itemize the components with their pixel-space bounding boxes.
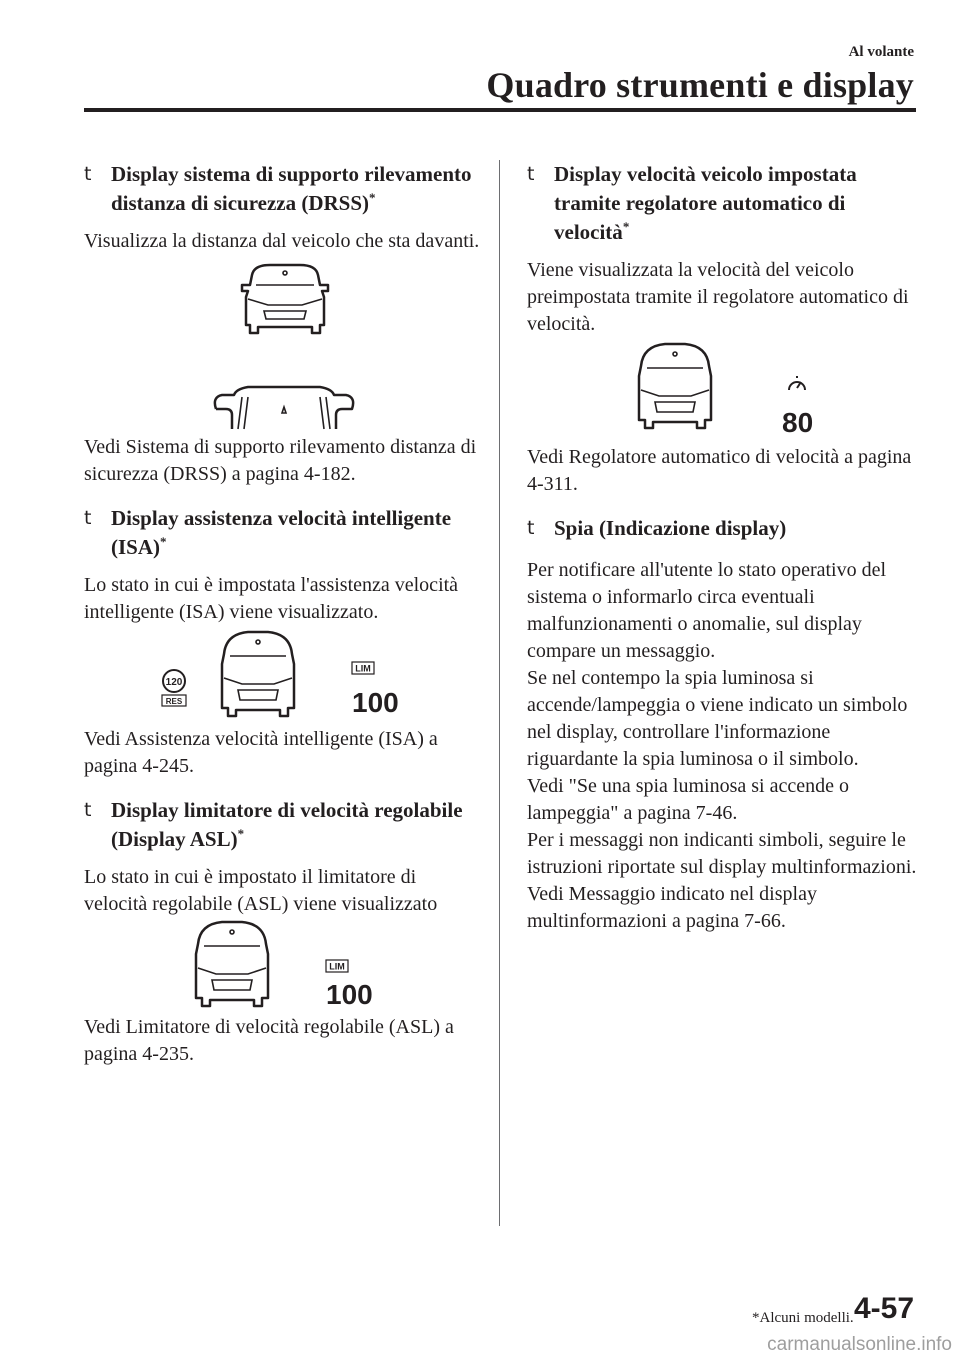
- drss-body: Visualizza la distanza dal veicolo che sta davanti.: [84, 230, 480, 252]
- bullet-icon: t: [527, 163, 535, 185]
- asterisk-mark: *: [369, 190, 376, 205]
- cruise-section: [527, 160, 917, 498]
- header-rule: [84, 108, 916, 112]
- asl-body: Lo stato in cui è impostato il limitatore di velocità regolabile (ASL) viene visualizzato: [84, 866, 438, 915]
- bullet-icon: t: [527, 517, 535, 539]
- page-title: Quadro strumenti e display: [486, 65, 914, 105]
- asl-heading-text: Display limitatore di velocità regolabile (Display ASL): [111, 798, 463, 851]
- spia-body-2: Se nel contempo la spia luminosa si accende/lampeggia o viene indicato un simbolo nel display, controllare l'informazione riguardante la spia luminosa o il simbolo.: [527, 667, 908, 770]
- footnote: *Alcuni modelli.: [752, 1310, 854, 1326]
- isa-speed-value: 100: [352, 687, 399, 718]
- isa-section: [84, 504, 484, 780]
- spia-body-3: Vedi "Se una spia luminosa si accende o lampeggia" a pagina 7-46.: [527, 775, 849, 824]
- spia-body-4: Per i messaggi non indicanti simboli, seguire le istruzioni riportate sul display multinformazioni.: [527, 829, 917, 878]
- right-column: [527, 160, 917, 935]
- asterisk-mark: *: [622, 219, 630, 234]
- cruise-speedometer-icon: [789, 376, 805, 390]
- spia-heading-text: Spia (Indicazione display): [554, 516, 787, 540]
- asl-speed-value: 100: [326, 979, 373, 1010]
- asl-figure: [84, 918, 484, 1014]
- page-number: 4-57: [853, 1292, 914, 1325]
- column-separator: [499, 160, 500, 1226]
- spia-heading: [527, 514, 917, 543]
- speed-sign-icon: [162, 670, 186, 706]
- bullet-icon: t: [84, 163, 92, 185]
- asl-heading: [84, 796, 484, 854]
- asl-section: [84, 796, 484, 1068]
- cruise-figure: [527, 338, 917, 444]
- res-label: RES: [165, 697, 183, 706]
- cruise-reference: Vedi Regolatore automatico di velocità a pagina 4-311.: [527, 446, 912, 495]
- cruise-heading-text: Display velocità veicolo impostata tramite regolatore automatico di velocità: [554, 162, 857, 244]
- lim-speed-readout: [326, 960, 373, 1010]
- drss-heading: [84, 160, 484, 218]
- lim-speed-readout: [352, 662, 399, 718]
- res-speed-text: 120: [165, 677, 183, 688]
- car-rear-icon: [222, 632, 294, 716]
- bullet-icon: t: [84, 507, 92, 529]
- cruise-heading: [527, 160, 917, 247]
- isa-figure: [84, 626, 484, 726]
- isa-body: Lo stato in cui è impostata l'assistenza velocità intelligente (ISA) viene visualizzato.: [84, 574, 459, 623]
- bullet-icon: t: [84, 799, 92, 821]
- spia-body-5: Vedi Messaggio indicato nel display multinformazioni a pagina 7-66.: [527, 883, 817, 932]
- drss-heading-text: Display sistema di supporto rilevamento distanza di sicurezza (DRSS): [111, 162, 472, 215]
- watermark: carmanualsonline.info: [767, 1334, 952, 1355]
- car-rear-icon: [196, 922, 268, 1006]
- isa-reference: Vedi Assistenza velocità intelligente (ISA) a pagina 4-245.: [84, 728, 438, 777]
- drss-reference: Vedi Sistema di supporto rilevamento distanza di sicurezza (DRSS) a pagina 4-182.: [84, 436, 477, 485]
- drss-distance-figure: [84, 255, 484, 440]
- header-section-label: Al volante: [848, 44, 914, 60]
- asterisk-mark: *: [237, 826, 245, 841]
- car-rear-icon: [242, 265, 328, 333]
- asl-reference: Vedi Limitatore di velocità regolabile (ASL) a pagina 4-235.: [84, 1016, 454, 1065]
- lim-label: LIM: [329, 961, 345, 972]
- left-column: [84, 160, 484, 1068]
- lim-label: LIM: [355, 663, 371, 674]
- drss-section: [84, 160, 484, 488]
- cruise-speed-value: 80: [782, 407, 814, 438]
- spia-section: [527, 514, 917, 935]
- isa-heading: [84, 504, 484, 562]
- asterisk-mark: *: [160, 534, 167, 549]
- spia-body-1: Per notificare all'utente lo stato operativo del sistema o informarlo circa eventuali malfunzionamenti o anomalie, sul display compare un messaggio.: [527, 559, 887, 662]
- own-car-hood-icon: [215, 387, 353, 429]
- cruise-body: Viene visualizzata la velocità del veicolo preimpostata tramite il regolatore automatico di velocità.: [527, 259, 909, 335]
- isa-heading-text: Display assistenza velocità intelligente (ISA): [111, 506, 452, 559]
- car-rear-icon: [639, 344, 711, 428]
